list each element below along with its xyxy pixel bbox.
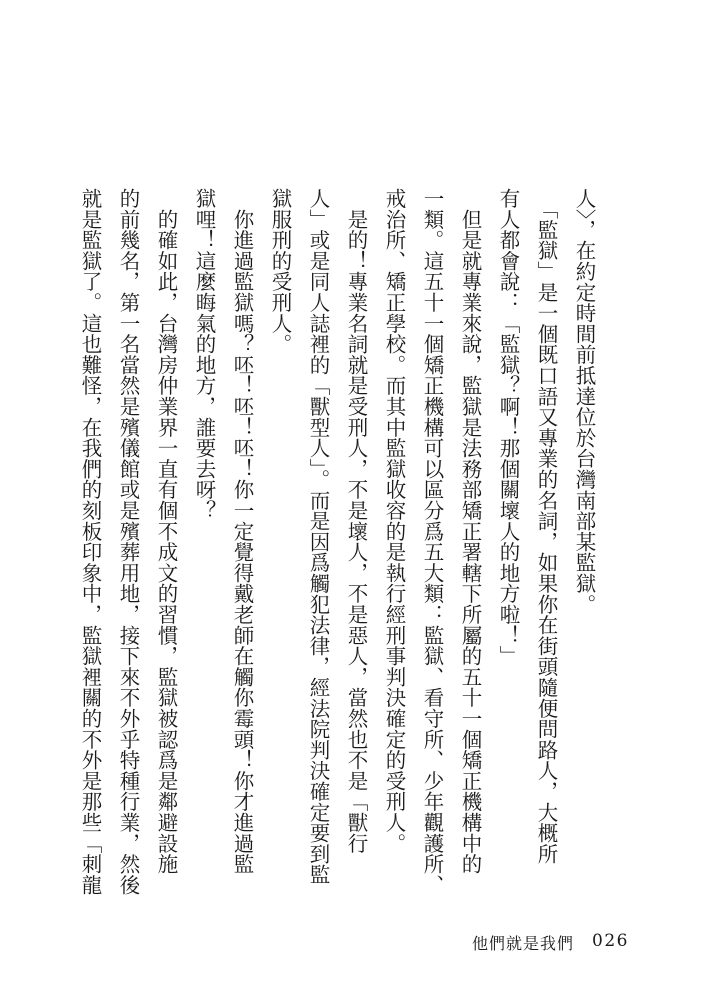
text-column-2: 「監獄」是一個既口語又專業的名詞，如果你在街頭隨便問路人，大概所 bbox=[534, 188, 558, 865]
text-column-6: 戒治所、矯正學校。而其中監獄收容的是執行經刑事判決確定的受刑人。 bbox=[382, 188, 406, 854]
text-column-8: 人」或是同人誌裡的「獸型人」。而是因爲觸犯法律，經法院判決確定要到監 bbox=[306, 188, 330, 885]
text-column-5: 一類。這五十一個矯正機構可以區分爲五大類：監獄、看守所、少年觀護所、 bbox=[420, 188, 444, 896]
body-text bbox=[78, 188, 603, 896]
text-column-7: 是的！專業名詞就是受刑人，不是壞人，不是惡人，當然也不是「獸行 bbox=[344, 188, 368, 854]
text-column-13: 的前幾名，第一名當然是殯儀館或是殯葬用地，接下來不外乎特種行業，然後 bbox=[116, 188, 140, 896]
text-column-9: 獄服刑的受刑人。 bbox=[268, 188, 292, 355]
text-column-4: 但是就專業來說，監獄是法務部矯正署轄下所屬的五十一個矯正機構中的 bbox=[458, 188, 482, 875]
text-column-14: 就是監獄了。這也難怪，在我們的刻板印象中，監獄裡關的不外是那些「刺龍 bbox=[78, 188, 102, 896]
text-column-10: 你進過監獄嗎？呸！呸！呸！你一定覺得戴老師在觸你霉頭！你才進過監 bbox=[230, 188, 254, 875]
running-footer-title: 他們就是我們 bbox=[472, 934, 575, 953]
page-number: 026 bbox=[592, 931, 629, 951]
text-column-11: 獄哩！這麼晦氣的地方，誰要去呀？ bbox=[192, 188, 216, 521]
text-column-3: 有人都會說：「監獄？啊！那個關壞人的地方啦！」 bbox=[496, 188, 520, 667]
text-column-12: 的確如此，台灣房仲業界一直有個不成文的習慣，監獄被認爲是鄰避設施 bbox=[154, 188, 178, 875]
text-column-1: 人〉，在約定時間前抵達位於台灣南部某監獄。 bbox=[572, 188, 596, 615]
